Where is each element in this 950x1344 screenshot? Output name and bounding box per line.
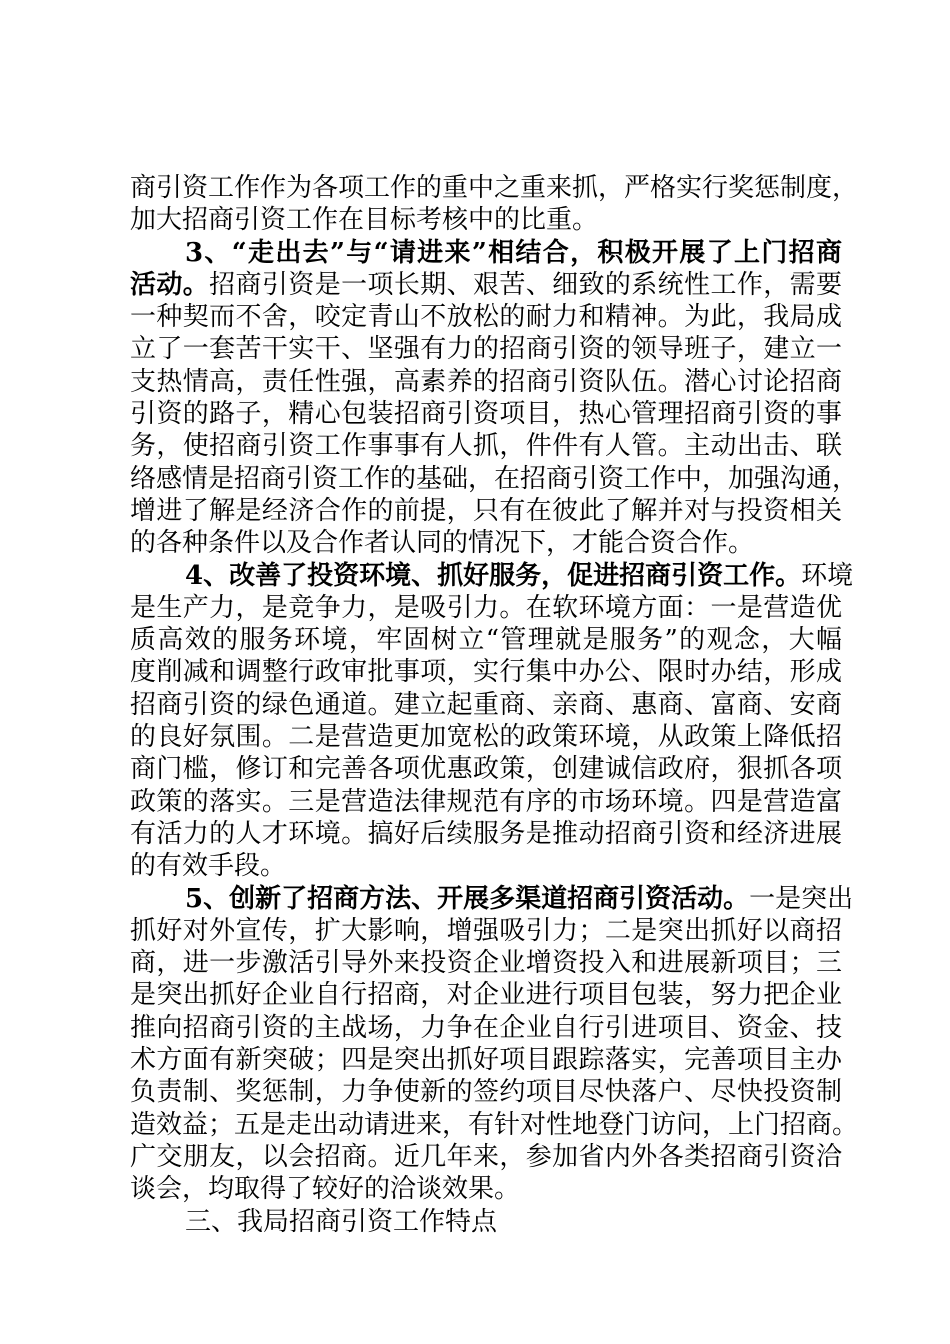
text-line bbox=[130, 333, 842, 365]
text-line bbox=[130, 527, 842, 559]
body-text: 的良好氛围。二是营造更加宽松的政策环境，从政策上降低招 bbox=[130, 722, 842, 753]
body-text: 招商引资的绿色通道。建立起重商、亲商、惠商、富商、安商 bbox=[130, 689, 842, 720]
text-line bbox=[130, 463, 859, 495]
body-text: 加大招商引资工作在目标考核中的比重。 bbox=[130, 205, 599, 236]
text-line bbox=[130, 430, 842, 462]
text-line bbox=[130, 689, 842, 721]
body-text: 商，进一步激活引导外来投资企业增资投入和进展新项目；三 bbox=[130, 948, 842, 979]
text-line bbox=[130, 721, 842, 753]
body-text: 引资的路子，精心包装招商引资项目，热心管理招商引资的事 bbox=[130, 399, 842, 430]
text-line bbox=[130, 624, 842, 656]
text-line bbox=[130, 947, 842, 979]
text-line bbox=[130, 753, 842, 785]
text-line bbox=[130, 1109, 859, 1141]
body-text: 商门槛，修订和完善各项优惠政策，创建诚信政府，狠抓各项 bbox=[130, 754, 842, 785]
body-text: 广交朋友，以会招商。近几年来，参加省内外各类招商引资洽 bbox=[130, 1141, 842, 1172]
body-text: 政策的落实。三是营造法律规范有序的市场环境。四是营造富 bbox=[130, 786, 842, 817]
body-text: 招商引资是一项长期、艰苦、细致的系统性工作，需要 bbox=[209, 269, 842, 300]
body-text: 络感情是招商引资工作的基础，在招商引资工作中，加强沟通， bbox=[130, 463, 859, 494]
text-line bbox=[130, 1012, 842, 1044]
body-text: 环境 bbox=[801, 560, 854, 591]
body-text: 是突出抓好企业自行招商，对企业进行项目包装，努力把企业 bbox=[130, 980, 842, 1011]
text-line bbox=[130, 1206, 842, 1238]
text-line bbox=[130, 172, 859, 204]
text-line bbox=[130, 1173, 842, 1205]
body-text: 度削减和调整行政审批事项，实行集中办公、限时办结，形成 bbox=[130, 657, 842, 688]
body-text: 负责制、奖惩制，力争使新的签约项目尽快落户、尽快投资制 bbox=[130, 1077, 842, 1108]
text-line bbox=[130, 592, 842, 624]
text-line bbox=[130, 366, 842, 398]
body-text: 务，使招商引资工作事事有人抓，件件有人管。主动出击、联 bbox=[130, 431, 842, 462]
paragraph bbox=[130, 172, 859, 237]
text-line bbox=[130, 1076, 842, 1108]
text-line bbox=[130, 1141, 842, 1173]
paragraph bbox=[130, 1206, 842, 1238]
text-line bbox=[130, 979, 842, 1011]
body-text: 是生产力，是竞争力，是吸引力。在软环境方面：一是营造优 bbox=[130, 592, 842, 623]
body-text: 的有效手段。 bbox=[130, 851, 287, 882]
text-line bbox=[130, 656, 842, 688]
text-line bbox=[130, 915, 842, 947]
body-text: 推向招商引资的主战场，力争在企业自行引进项目、资金、技 bbox=[130, 1012, 842, 1043]
document-body bbox=[130, 172, 859, 1238]
text-line bbox=[130, 495, 842, 527]
body-text: 立了一套苦干实干、坚强有力的招商引资的领导班子，建立一 bbox=[130, 334, 842, 365]
body-text: 三、我局招商引资工作特点 bbox=[185, 1206, 498, 1237]
bold-heading-text: 3、“走出去”与“请进来”相结合，积极开展了上门招商 bbox=[185, 237, 842, 268]
body-text: 的各种条件以及合作者认同的情况下，才能合资合作。 bbox=[130, 528, 755, 559]
body-text: 谈会，均取得了较好的洽谈效果。 bbox=[130, 1174, 521, 1205]
body-text: 支热情高，责任性强，高素养的招商引资队伍。潜心讨论招商 bbox=[130, 366, 842, 397]
bold-heading-text: 活动。 bbox=[130, 269, 210, 300]
text-line bbox=[130, 560, 854, 592]
body-text: 商引资工作作为各项工作的重中之重来抓，严格实行奖惩制度， bbox=[130, 173, 859, 203]
body-text: 质高效的服务环境，牢固树立“管理就是服务”的观念，大幅 bbox=[130, 625, 842, 656]
text-line bbox=[130, 398, 842, 430]
text-line bbox=[130, 1044, 842, 1076]
text-line bbox=[130, 786, 842, 818]
text-line bbox=[130, 883, 854, 915]
text-line bbox=[130, 850, 842, 882]
body-text: 一是突出 bbox=[749, 883, 854, 914]
paragraph bbox=[130, 560, 854, 883]
body-text: 抓好对外宣传，扩大影响，增强吸引力；二是突出抓好以商招 bbox=[130, 915, 842, 946]
body-text: 增进了解是经济合作的前提，只有在彼此了解并对与投资相关 bbox=[130, 495, 842, 526]
bold-heading-text: 5、创新了招商方法、开展多渠道招商引资活动。 bbox=[185, 883, 750, 914]
paragraph bbox=[130, 883, 859, 1206]
body-text: 造效益；五是走出动请进来，有针对性地登门访问，上门招商。 bbox=[130, 1109, 859, 1140]
text-line bbox=[130, 204, 842, 236]
paragraph bbox=[130, 237, 859, 560]
text-line bbox=[130, 301, 842, 333]
text-line bbox=[130, 818, 842, 850]
body-text: 术方面有新突破；四是突出抓好项目跟踪落实，完善项目主办 bbox=[130, 1045, 842, 1076]
body-text: 有活力的人才环境。搞好后续服务是推动招商引资和经济进展 bbox=[130, 818, 842, 849]
text-line bbox=[130, 269, 842, 301]
bold-heading-text: 4、改善了投资环境、抓好服务，促进招商引资工作。 bbox=[185, 560, 802, 591]
text-line bbox=[130, 237, 842, 269]
body-text: 一种契而不舍，咬定青山不放松的耐力和精神。为此，我局成 bbox=[130, 302, 842, 333]
